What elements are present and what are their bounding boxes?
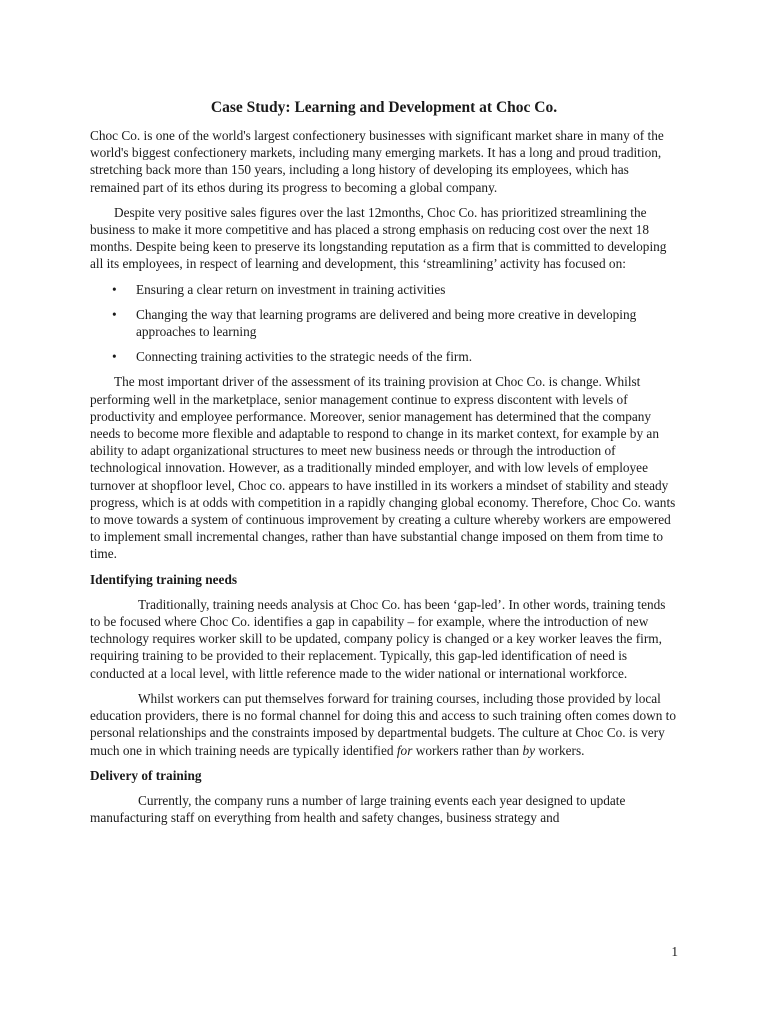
gap-led-paragraph: Traditionally, training needs analysis at Choc Co. has been ‘gap-led’. In other words, training tends to be focused where Choc Co. identifies a gap in capability – for example, where the introduction of new technology requires worker skill to be updated, company policy is changed or a key worker leaves the firm, requiring training to be provided to their replacement. Typically, this gap-led identification of need is conducted at a local level, with little reference made to the wider national or international workforce. [90,596,666,681]
page-number: 1 [671,944,678,959]
paragraph-text: workers. [538,742,585,758]
list-item [90,281,678,298]
delivery-paragraph: Currently, the company runs a number of large training events each year designed to update manufacturing staff on everything from health and safety changes, business strategy and [90,792,626,826]
list-item [90,348,678,365]
paragraph-text: Whilst workers can put themselves forward for training courses, including those provided by local education providers, there is no formal channel for doing this and access to such training often comes down to personal relationships and the constraints imposed by departmental budgets. The culture at Choc Co. is very much one in which training needs are typically identified [90,690,677,758]
list-item [90,306,678,340]
intro-paragraph: Choc Co. is one of the world's largest confectionery businesses with significant market share in many of the world's biggest confectionery markets, including many emerging markets. It has a long and proud tradition, stretching back more than 150 years, including a long history of developing its employees, which has remained part of its ethos during its progress to becoming a global company. [90,128,664,195]
streamlining-paragraph: Despite very positive sales figures over the last 12months, Choc Co. has prioritized streamlining the business to make it more competitive and has placed a strong emphasis on reducing cost over the next 18 months. Despite being keen to preserve its longstanding reputation as a firm that is committed to developing all its employees, in respect of learning and development, this ‘streamlining’ activity has focused on: [90,204,667,272]
list-item-text: Ensuring a clear return on investment in training activities [136,281,446,297]
document-page [90,98,678,834]
list-item-text: Changing the way that learning programs are delivered and being more creative in developing approaches to learning [136,306,637,340]
bullet-icon: • [112,306,117,322]
focus-list [90,281,678,366]
bullet-icon: • [112,281,117,297]
training-access-paragraph [90,690,678,759]
section-heading-training-needs: Identifying training needs [90,571,238,587]
change-driver-paragraph: The most important driver of the assessment of its training provision at Choc Co. is change. Whilst performing well in the marketplace, senior management continue to express discontent with levels of productivity and employee performance. Moreover, senior management has determined that the company needs to become more flexible and adaptable to respond to change in its market context, for example by an ability to adapt organizational structures to meet new business needs or through the introduction of technological innovation. However, as a traditionally minded employer, and with low levels of employee turnover at shopfloor level, Choc co. appears to have instilled in its workers a mindset of stability and steady progress, which is at odds with competition in a rapidly changing global economy. Therefore, Choc Co. wants to move towards a system of continuous improvement by creating a culture whereby workers are empowered to implement small incremental changes, rather than have substantial change imposed on them from time to time. [90,374,676,562]
section-heading-delivery: Delivery of training [90,767,202,783]
emphasis-for: for [396,742,413,758]
paragraph-text: workers rather than [415,742,520,758]
document-title: Case Study: Learning and Development at Choc Co. [210,99,558,116]
bullet-icon: • [112,349,117,365]
list-item-text: Connecting training activities to the strategic needs of the firm. [136,349,473,365]
emphasis-by: by [522,742,535,758]
